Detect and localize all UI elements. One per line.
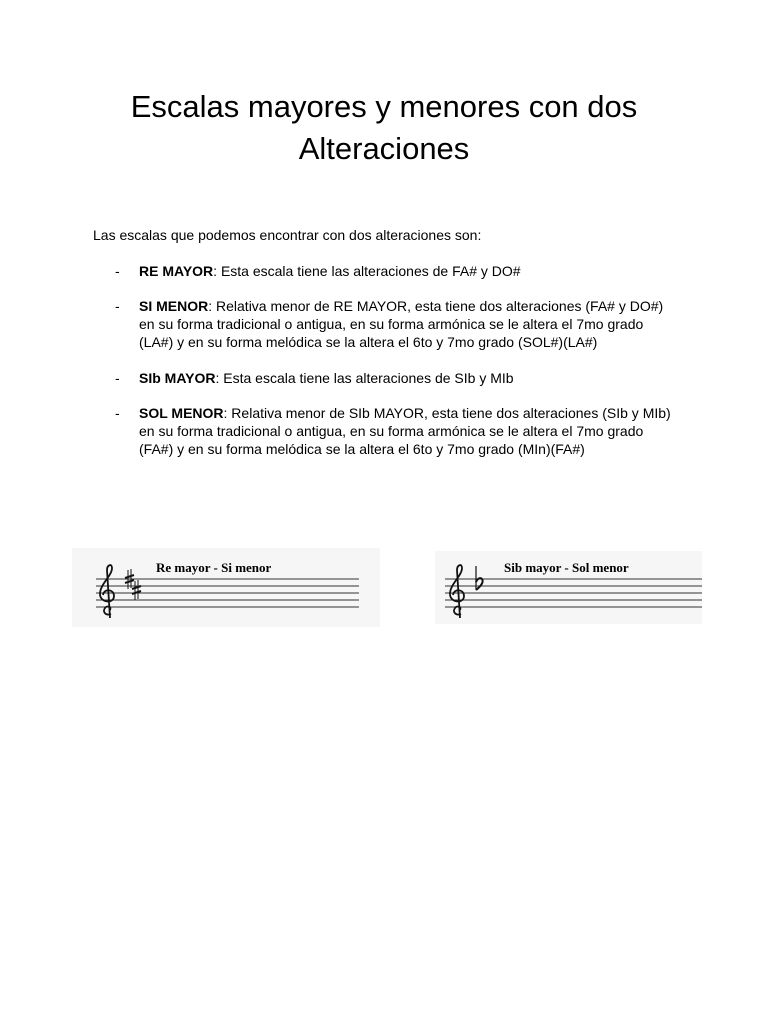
list-item-text [139, 404, 679, 458]
scale-description: : Esta escala tiene las alteraciones de SIb y MIb [215, 370, 514, 386]
treble-clef-icon [450, 565, 464, 618]
scale-description: : Esta escala tiene las alteraciones de FA# y DO# [213, 263, 521, 279]
intro-text: Las escalas que podemos encontrar con dos alteraciones son: [93, 227, 482, 243]
scale-description: : Relativa menor de RE MAYOR, esta tiene dos alteraciones (FA# y DO#) en su forma tradicional o antigua, en su forma armónica se le altera el 7mo grado (LA#) y en su forma melódica se la altera el 6to y 7mo grado (SOL#)(LA#) [139, 298, 664, 350]
scale-name: SOL MENOR [139, 405, 224, 421]
list-item-text [139, 262, 679, 280]
scale-name: SI MENOR [139, 298, 209, 314]
list-item-text [139, 297, 679, 351]
treble-clef-icon [100, 565, 114, 618]
staff-label: Sib mayor - Sol menor [504, 560, 629, 575]
scale-description: : Relativa menor de SIb MAYOR, esta tiene dos alteraciones (SIb y MIb) en su forma tradicional o antigua, en su forma armónica se le altera el 7mo grado (FA#) y en su forma melódica se la altera el 6to y 7mo grado (MIn)(FA#) [139, 405, 671, 457]
bullet-dash: - [115, 370, 120, 386]
staff-re-mayor-si-menor [72, 548, 380, 627]
page-title: Escalas mayores y menores con dos Alteraciones [130, 89, 638, 166]
staff-label: Re mayor - Si menor [156, 560, 272, 575]
staff-sib-mayor-sol-menor [435, 551, 702, 624]
bullet-dash: - [115, 298, 120, 314]
staff-lines [445, 579, 702, 607]
bullet-dash: - [115, 263, 120, 279]
list-item-text [139, 369, 679, 387]
bullet-dash: - [115, 405, 120, 421]
scale-name: SIb MAYOR [139, 370, 216, 386]
scale-name: RE MAYOR [139, 263, 214, 279]
two-sharps-icon [125, 569, 141, 600]
